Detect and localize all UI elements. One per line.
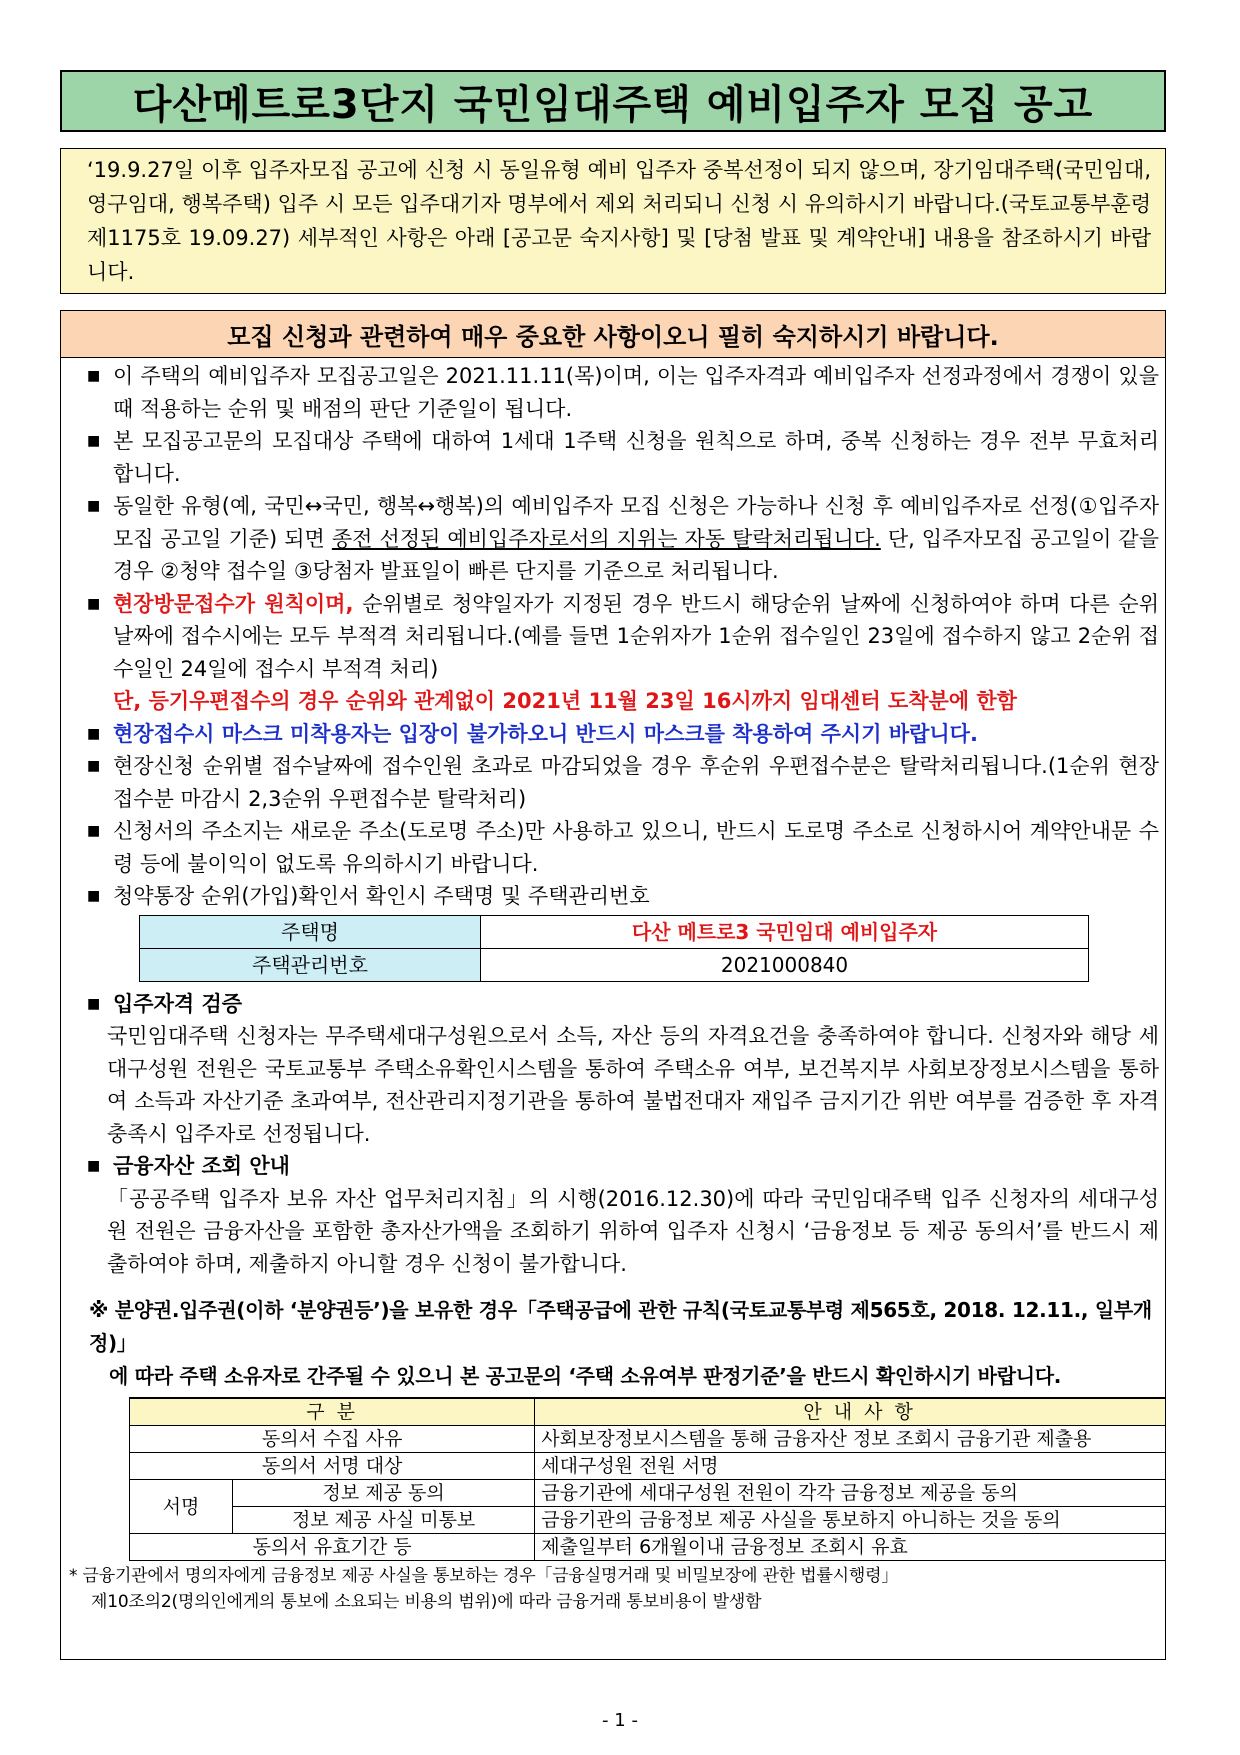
list-item: [79, 880, 1159, 913]
table-header-row: [130, 1398, 1167, 1426]
table-cell: 사회보장정보시스템을 통해 금융자산 정보 조회시 금융기관 제출용: [535, 1426, 1166, 1453]
qualification-text: 국민임대주택 신청자는 무주택세대구성원으로서 소득, 자산 등의 자격요건을 충족하여야 합니다. 신청자와 해당 세대구성원 전원은 국토교통부 주택소유확인시스템을 통하여 주택소유 여부, 보건복지부 사회보장정보시스템을 통하여 소득과 자산기준 초과여부, 전산관리지정기관을 통하여 불법전대자 재입주 금지기간 위반 여부를 검증한 후 자격 충족시 입주자로 선정됩니다.: [107, 1024, 1159, 1146]
table-cell: 세대구성원 전원 서명: [535, 1453, 1166, 1480]
footnote-line2: 제10조의2(명의인에게의 통보에 소요되는 비용의 범위)에 따라 금융거래 통보비용이 발생함: [91, 1592, 762, 1612]
item-text: 본 모집공고문의 모집대상 주택에 대하여 1세대 1주택 신청을 원칙으로 하며, 중복 신청하는 경우 전부 무효처리 합니다.: [113, 429, 1159, 486]
bullet-icon: ■: [87, 823, 101, 839]
table-row: [130, 1480, 1167, 1507]
table-cell: 정보 제공 동의: [233, 1480, 535, 1507]
table-header-cell: 구 분: [130, 1398, 535, 1426]
bullet-icon: ■: [87, 498, 101, 514]
notice-box: [60, 148, 1166, 294]
table-cell: 다산 메트로3 국민임대 예비입주자: [481, 915, 1089, 948]
table-cell: 동의서 서명 대상: [130, 1453, 535, 1480]
bullet-icon: ■: [87, 888, 101, 904]
footnote-line1: * 금융기관에서 명의자에게 금융정보 제공 사실을 통보하는 경우「금융실명거래 및 비밀보장에 관한 법률시행령」: [69, 1566, 899, 1586]
bullet-icon: ■: [87, 995, 101, 1012]
table-header-cell: 주택명: [140, 915, 481, 948]
table-row: [140, 915, 1089, 948]
main-notice-section: [60, 310, 1166, 1660]
notice-content: [61, 358, 1165, 1393]
list-item: [79, 815, 1159, 880]
page-number: - 1 -: [602, 1710, 638, 1731]
list-item: [79, 425, 1159, 490]
bullet-icon: ■: [87, 595, 101, 612]
table-cell: 2021000840: [481, 948, 1089, 981]
table-cell: 금융기관에 세대구성원 전원이 각각 금융정보 제공을 동의: [535, 1480, 1166, 1507]
notice-text: ‘19.9.27일 이후 입주자모집 공고에 신청 시 동일유형 예비 입주자 중복선정이 되지 않으며, 장기임대주택(국민임대, 영구임대, 행복주택) 입주 시 모든 입주대기자 명부에서 제외 처리되니 신청 시 유의하시기 바랍니다.(국토교통부훈령 제1175호 19.09.27) 세부적인 사항은 아래 [공고문 숙지사항] 및 [당첨 발표 및 계약안내] 내용을 참조하시기 바랍니다.: [87, 158, 1151, 284]
section-heading: [79, 1150, 1159, 1183]
table-row: [130, 1453, 1167, 1480]
bullet-icon: ■: [87, 725, 101, 742]
table-cell: 정보 제공 사실 미통보: [233, 1507, 535, 1534]
important-banner: 모집 신청과 관련하여 매우 중요한 사항이오니 필히 숙지하시기 바랍니다.: [61, 311, 1165, 358]
list-item: [79, 490, 1159, 588]
table-cell: 제출일부터 6개월이내 금융정보 조회시 유효: [535, 1534, 1166, 1561]
page-title: 다산메트로3단지 국민임대주택 예비입주자 모집 공고: [132, 81, 1094, 128]
underlined-text: 종전 선정된 예비입주자로서의 지위는 자동 탈락처리됩니다.: [331, 526, 881, 551]
title-box: [60, 70, 1166, 132]
table-header-cell: 주택관리번호: [140, 948, 481, 981]
bullet-icon: ■: [87, 368, 101, 384]
mask-notice: 현장접수시 마스크 미착용자는 입장이 불가하오니 반드시 마스크를 착용하여 주시기 바랍니다.: [113, 721, 978, 746]
table-group-cell: 서명: [130, 1480, 233, 1534]
list-item: [79, 750, 1159, 815]
item-text: 이 주택의 예비입주자 모집공고일은 2021.11.11(목)이며, 이는 입주자격과 예비입주자 선정과정에서 경쟁이 있을 때 적용하는 순위 및 배점의 판단 기준일이 됩니다.: [113, 364, 1159, 421]
finance-text: 「공공주택 입주자 보유 자산 업무처리지침」의 시행(2016.12.30)에 따라 국민임대주택 입주 신청자의 세대구성원 전원은 금융자산을 포함한 총자산가액을 조회하기 위하여 입주자 신청시 ‘금융정보 등 제공 동의서’를 반드시 제출하여야 하며, 제출하지 아니할 경우 신청이 불가합니다.: [107, 1186, 1159, 1276]
table-cell: 금융기관의 금융정보 제공 사실을 통보하지 아니하는 것을 동의: [535, 1507, 1166, 1534]
item-text: 순위별로 청약일자가 지정된 경우 반드시 해당순위 날짜에 신청하여야 하며 다른 순위 날짜에 접수시에는 모두 부적격 처리됩니다.(예를 들면 1순위자가 1순위 접수일인 23일에 접수하지 않고 2순위 접수일인 24일에 접수시 부적격 처리): [113, 591, 1160, 681]
item-text: 현장신청 순위별 접수날짜에 접수인원 초과로 마감되었을 경우 후순위 우편접수분은 탈락처리됩니다.(1순위 현장접수분 마감시 2,3순위 우편접수분 탈락처리): [113, 754, 1159, 811]
highlight-text: 현장방문접수가 원칙이며,: [113, 591, 354, 616]
item-text: 신청서의 주소지는 새로운 주소(도로명 주소)만 사용하고 있으니, 반드시 도로명 주소로 신청하시어 계약안내문 수령 등에 불이익이 없도록 유의하시기 바랍니다.: [113, 819, 1159, 876]
house-info-table: [139, 915, 1089, 982]
qualification-heading: 입주자격 검증: [113, 991, 243, 1016]
table-header-cell: 안 내 사 항: [535, 1398, 1166, 1426]
item-text: 동일한 유형(예, 국민↔국민, 행복↔행복)의 예비입주자 모집 신청은 가능하나 신청 후 예비입주자로 선정(①입주자모집 공고일 기준) 되면: [113, 494, 1159, 551]
finance-heading: 금융자산 조회 안내: [113, 1154, 290, 1178]
section-heading: [79, 988, 1159, 1021]
table-cell: 동의서 수집 사유: [130, 1426, 535, 1453]
bullet-icon: ■: [87, 433, 101, 449]
item-text: 단, 입주자모집 공고일이 같을 경우 ②청약 접수일 ③당첨자 발표일이 빠른 단지를 기준으로 처리됩니다.: [113, 526, 1159, 583]
bullet-icon: ■: [87, 758, 101, 774]
registered-mail-note: 단, 등기우편접수의 경우 순위와 관계없이 2021년 11월 23일 16시까지 임대센터 도착분에 한함: [113, 689, 1017, 713]
item-text: 청약통장 순위(가입)확인서 확인시 주택명 및 주택관리번호: [113, 884, 650, 908]
list-item: [79, 360, 1159, 425]
ownership-note-line2: 에 따라 주택 소유자로 간주될 수 있으니 본 공고문의 ‘주택 소유여부 판정기준’을 반드시 확인하시기 바랍니다.: [109, 1364, 1062, 1388]
table-row: [130, 1507, 1167, 1534]
table-row: [140, 948, 1089, 981]
ownership-note-line1: ※ 분양권.입주권(이하 ‘분양권등’)을 보유한 경우「주택공급에 관한 규칙(국토교통부령 제565호, 2018. 12.11., 일부개정)」: [89, 1298, 1152, 1355]
list-item: [79, 718, 1159, 751]
consent-table: [129, 1397, 1166, 1561]
table-row: [130, 1534, 1167, 1561]
bullet-icon: ■: [87, 1158, 101, 1174]
table-cell: 동의서 유효기간 등: [130, 1534, 535, 1561]
footnote: [61, 1563, 1165, 1615]
table-row: [130, 1426, 1167, 1453]
list-item: [79, 588, 1159, 686]
